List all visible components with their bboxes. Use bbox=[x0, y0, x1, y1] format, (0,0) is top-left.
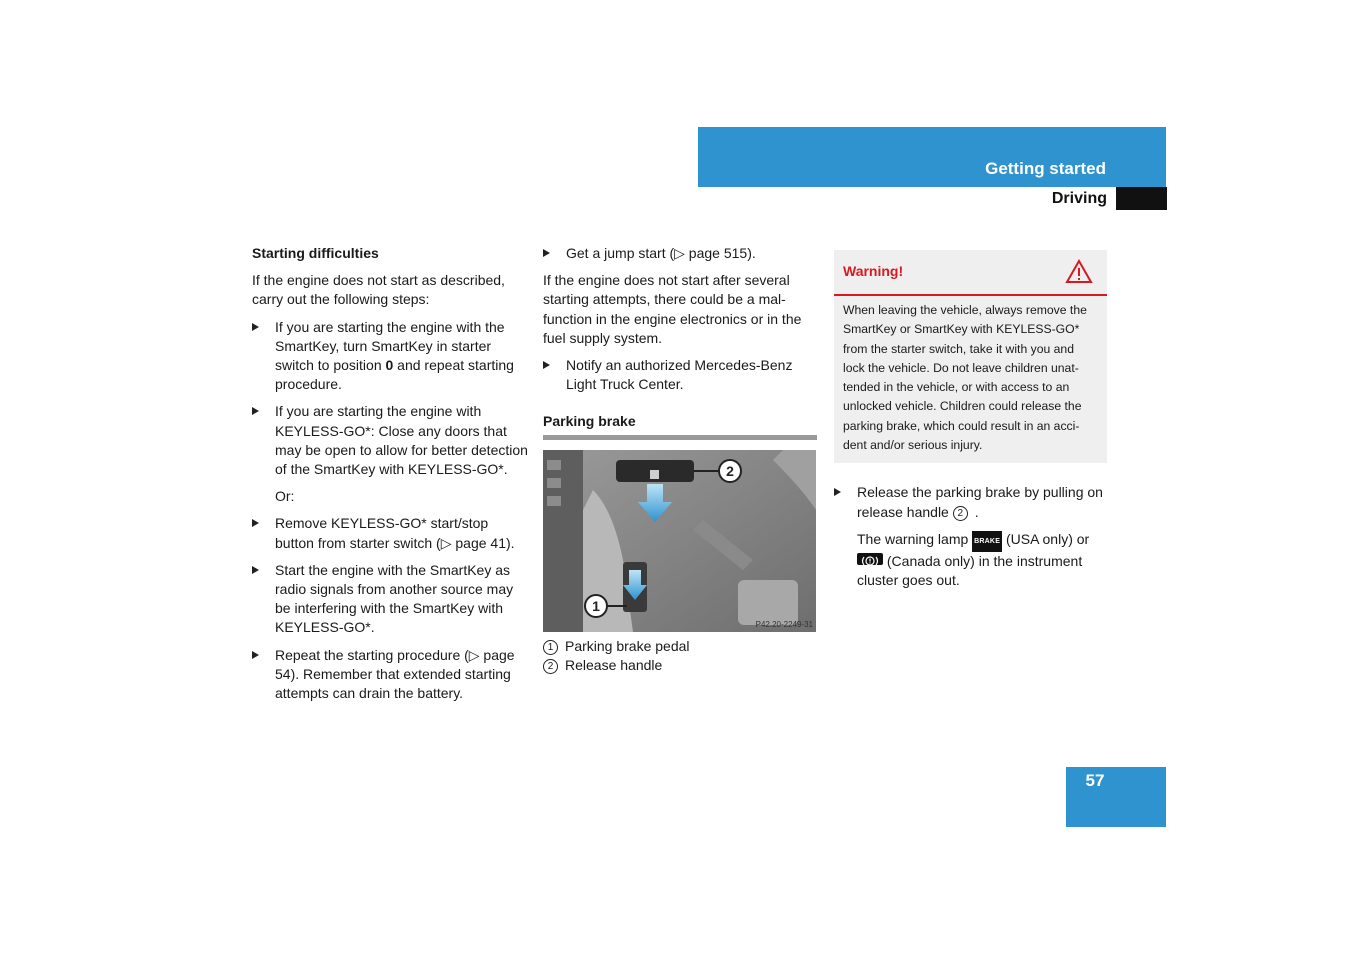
parking-brake-heading: Parking brake bbox=[543, 412, 817, 439]
caption-item: 1 Parking brake pedal bbox=[543, 637, 817, 656]
caption-item: 2 Release handle bbox=[543, 656, 817, 675]
step-item: Release the parking brake by pulling on release handle 2 . bbox=[834, 483, 1108, 521]
callout-number-2: 2 bbox=[953, 506, 968, 521]
subsection-tab bbox=[1116, 187, 1167, 210]
bullet-arrow-icon bbox=[252, 651, 259, 659]
step-item: Get a jump start (▷ page 515). bbox=[543, 244, 817, 263]
column-left bbox=[252, 244, 528, 711]
step-item: Start the engine with the SmartKey as radio signals from another source may be interfering with the SmartKey with KEYLESS-GO*. bbox=[252, 561, 528, 638]
warning-box bbox=[834, 250, 1107, 463]
bullet-arrow-icon bbox=[252, 566, 259, 574]
column-middle bbox=[543, 244, 817, 675]
intro-paragraph: If the engine does not start as described, carry out the following steps: bbox=[252, 272, 505, 308]
bullet-arrow-icon bbox=[543, 249, 550, 257]
warning-header bbox=[834, 250, 1107, 296]
bullet-arrow-icon bbox=[543, 361, 550, 369]
malfunction-paragraph: If the engine does not start after several starting attempts, there could be a mal-function in the engine electronics or in the fuel supply system. bbox=[543, 272, 802, 346]
bullet-arrow-icon bbox=[834, 488, 841, 496]
section-title: Getting started bbox=[985, 159, 1106, 178]
figure-caption bbox=[543, 637, 817, 675]
warning-title: Warning! bbox=[843, 263, 904, 279]
canada-brake-lamp-icon bbox=[857, 553, 883, 565]
warning-text: When leaving the vehicle, always remove the SmartKey or SmartKey with KEYLESS-GO* from the starter switch, take it with you and lock the vehicle. Do not leave children unat-tended in the vehicle, or with access to an unlocked vehicle. Children could release the parking brake, which could result in an acci-dent and/or serious injury. bbox=[843, 303, 1087, 453]
brake-lamp-icon: BRAKE bbox=[972, 531, 1002, 552]
step-item: If you are starting the engine with the SmartKey, turn SmartKey in starter switch to position 0 and repeat starting procedure. bbox=[252, 318, 528, 395]
or-text: Or: bbox=[275, 488, 295, 505]
step-item: Repeat the starting procedure (▷ page 54). Remember that extended starting attempts can drain the battery. bbox=[252, 646, 528, 704]
figure-code: P42.20-2249-31 bbox=[755, 619, 813, 629]
bullet-arrow-icon bbox=[252, 519, 259, 527]
column-right bbox=[834, 244, 1108, 598]
callout-number-1: 1 bbox=[543, 640, 558, 655]
parking-brake-figure bbox=[543, 450, 816, 632]
step-item: Remove KEYLESS-GO* start/stop button from starter switch (▷ page 41). bbox=[252, 514, 528, 552]
parking-brake-illustration bbox=[543, 450, 816, 632]
figure-callout-2: 2 bbox=[726, 462, 734, 479]
step-item: Notify an authorized Mercedes-Benz Light Truck Center. bbox=[543, 356, 817, 394]
warning-lamp-paragraph: The warning lamp BRAKE (USA only) or (Canada only) in the instrument cluster goes out. bbox=[857, 530, 1090, 589]
bullet-arrow-icon bbox=[252, 323, 259, 331]
figure-callout-1: 1 bbox=[592, 597, 600, 614]
page-number: 57 bbox=[1085, 771, 1105, 790]
subsection-title: Driving bbox=[1051, 190, 1107, 207]
callout-number-2: 2 bbox=[543, 659, 558, 674]
starting-difficulties-heading: Starting difficulties bbox=[252, 245, 379, 261]
warning-triangle-icon bbox=[1065, 259, 1093, 284]
step-item: If you are starting the engine with KEYLESS-GO*: Close any doors that may be open to allow for better detection of the SmartKey with KEYLESS-GO*. bbox=[252, 402, 528, 479]
bullet-arrow-icon bbox=[252, 407, 259, 415]
